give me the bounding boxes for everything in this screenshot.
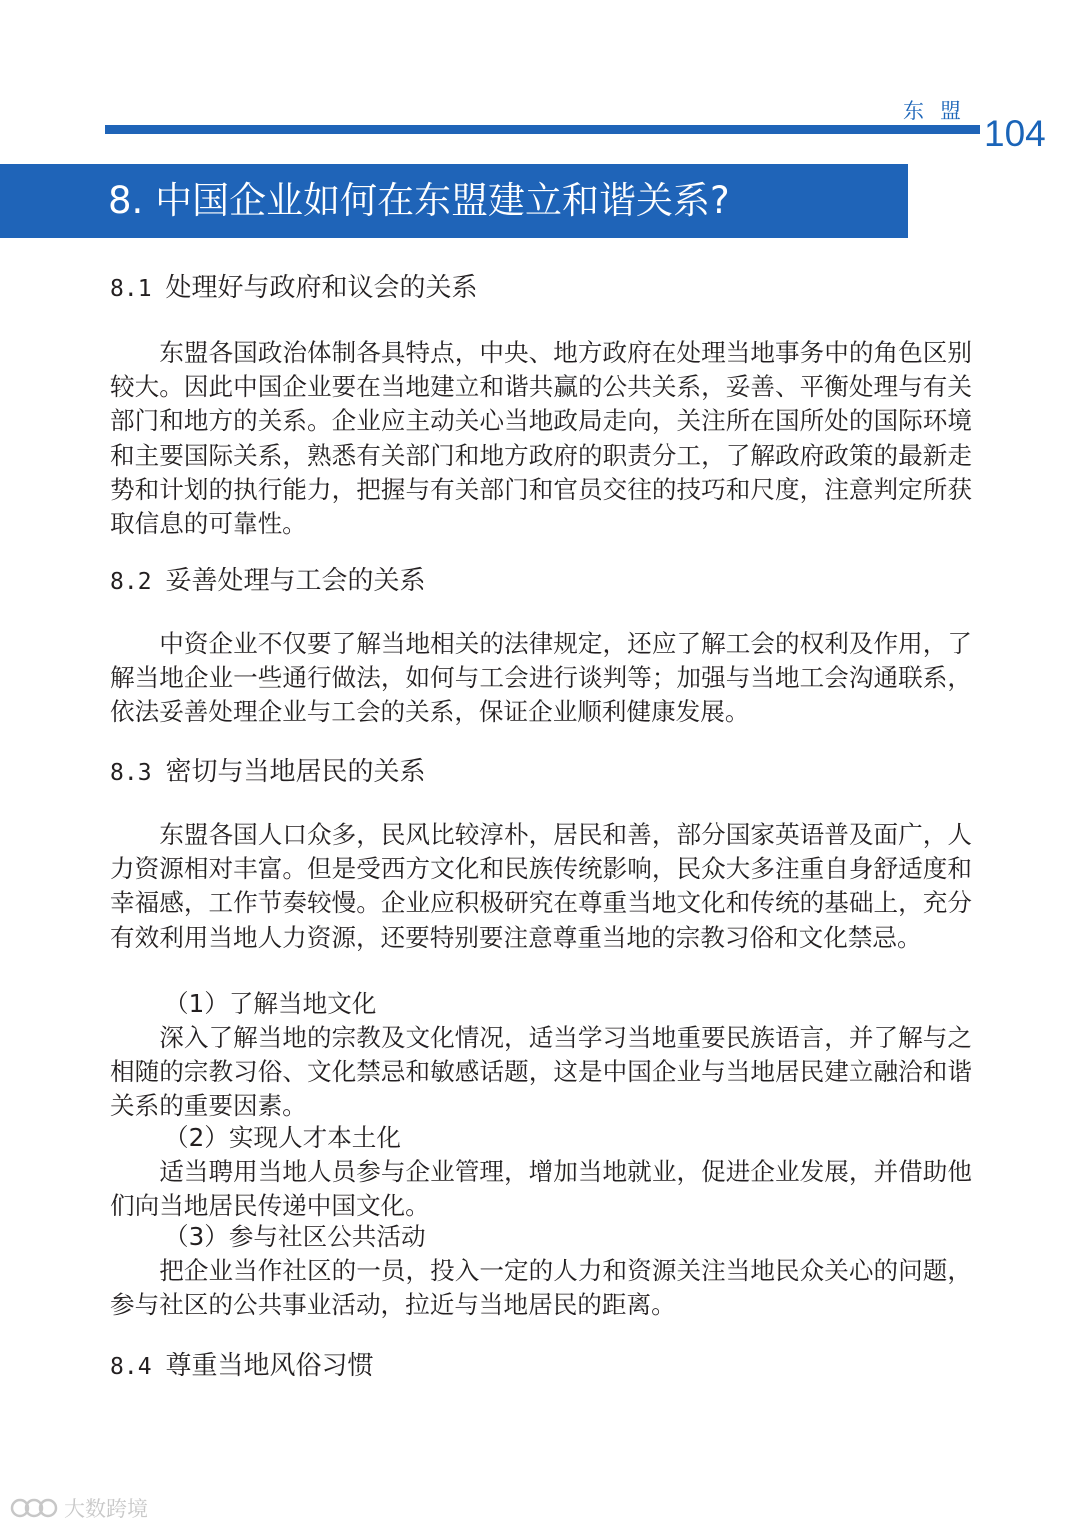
section-number: 8.1 bbox=[110, 276, 152, 302]
subsection-1-paragraph: 深入了解当地的宗教及文化情况，适当学习当地重要民族语言，并了解与之相随的宗教习俗、文化禁忌和敏感话题，这是中国企业与当地居民建立融洽和谐关系的重要因素。 bbox=[110, 1023, 972, 1121]
section-heading-8-4 bbox=[110, 1348, 374, 1385]
section-title: 妥善处理与工会的关系 bbox=[165, 566, 426, 596]
header-rule bbox=[105, 125, 980, 134]
section-number: 8.4 bbox=[110, 1354, 152, 1380]
section-8-2-paragraph: 中资企业不仅要了解当地相关的法律规定，还应了解工会的权利及作用，了解当地企业一些通行做法，如何与工会进行谈判等；加强与当地工会沟通联系，依法妥善处理企业与工会的关系，保证企业顺利健康发展。 bbox=[110, 629, 972, 727]
section-heading-8-3 bbox=[110, 754, 426, 791]
watermark-text: 大数跨境 bbox=[64, 1497, 148, 1521]
section-title: 处理好与政府和议会的关系 bbox=[165, 273, 478, 303]
page-number: 104 bbox=[984, 113, 1046, 154]
section-number: 8.2 bbox=[110, 569, 152, 595]
section-title: 尊重当地风俗习惯 bbox=[165, 1351, 374, 1381]
watermark bbox=[10, 1493, 148, 1523]
section-8-3-paragraph: 东盟各国人口众多，民风比较淳朴，居民和善，部分国家英语普及面广，人力资源相对丰富。但是受西方文化和民族传统影响，民众大多注重自身舒适度和幸福感，工作节奏较慢。企业应积极研究在尊重当地文化和传统的基础上，充分有效利用当地人力资源，还要特别要注意尊重当地的宗教习俗和文化禁忌。 bbox=[110, 820, 972, 952]
subsection-heading-3: （3）参与社区公共活动 bbox=[164, 1222, 426, 1251]
subsection-3-paragraph: 把企业当作社区的一员，投入一定的人力和资源关注当地民众关心的问题，参与社区的公共事业活动，拉近与当地居民的距离。 bbox=[110, 1256, 972, 1320]
subsection-2-paragraph: 适当聘用当地人员参与企业管理，增加当地就业，促进企业发展，并借助他们向当地居民传递中国文化。 bbox=[110, 1157, 972, 1221]
subsection-heading-1: （1）了解当地文化 bbox=[164, 989, 377, 1018]
section-title: 密切与当地居民的关系 bbox=[165, 757, 426, 787]
chapter-title: 8. 中国企业如何在东盟建立和谐关系? bbox=[108, 179, 730, 222]
section-number: 8.3 bbox=[110, 760, 152, 786]
subsection-heading-2: （2）实现人才本土化 bbox=[164, 1123, 401, 1152]
chapter-banner bbox=[0, 164, 908, 238]
watermark-logo-icon bbox=[10, 1495, 58, 1521]
section-heading-8-1 bbox=[110, 270, 478, 307]
section-heading-8-2 bbox=[110, 563, 426, 600]
section-8-1-paragraph: 东盟各国政治体制各具特点，中央、地方政府在处理当地事务中的角色区别较大。因此中国企业要在当地建立和谐共赢的公共关系，妥善、平衡处理与有关部门和地方的关系。企业应主动关心当地政局走向，关注所在国所处的国际环境和主要国际关系，熟悉有关部门和地方政府的职责分工，了解政府政策的最新走势和计划的执行能力，把握与有关部门和官员交往的技巧和尺度，注意判定所获取信息的可靠性。 bbox=[110, 338, 972, 539]
running-header-title: 东盟 bbox=[903, 99, 977, 123]
